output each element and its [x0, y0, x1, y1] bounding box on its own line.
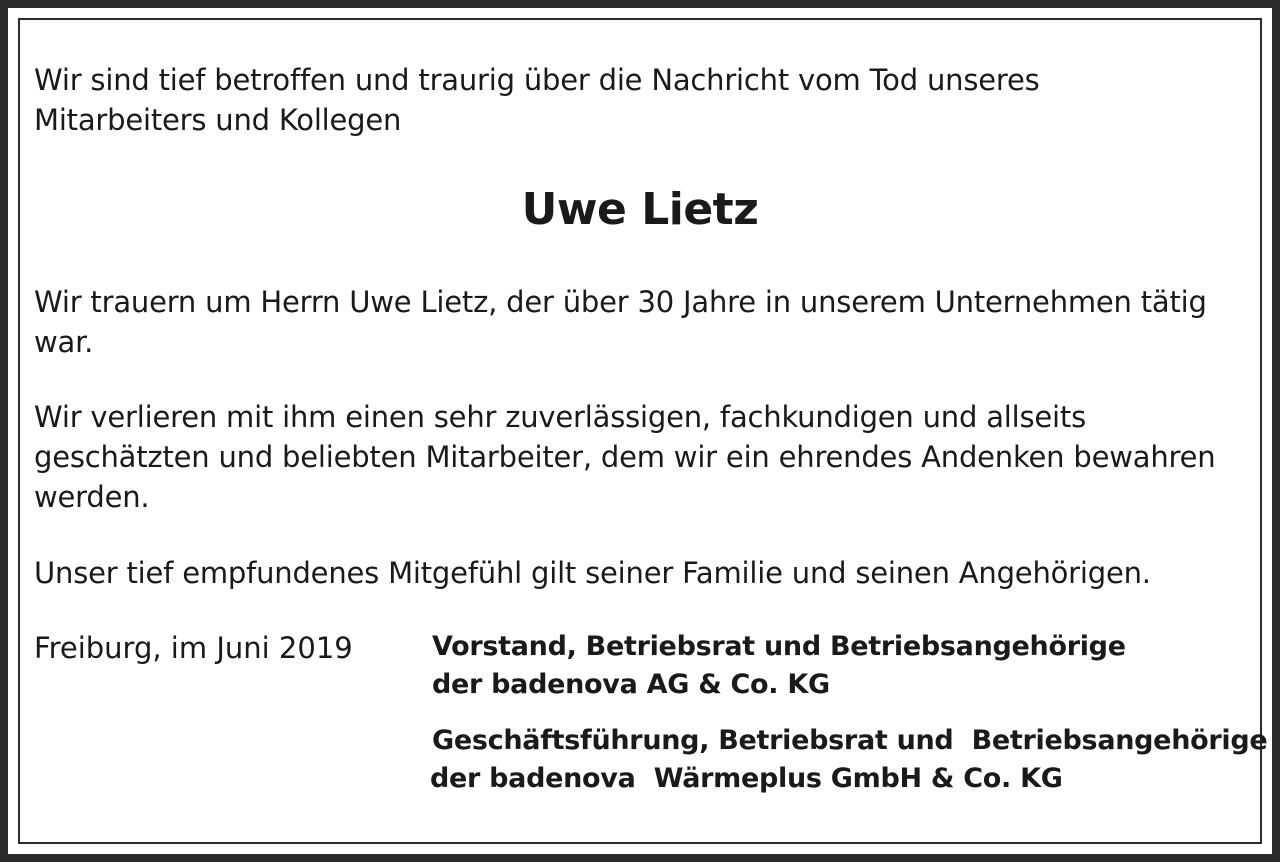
place-date: Freiburg, im Juni 2019 [34, 631, 353, 665]
paragraph-tenure [34, 282, 1259, 362]
signature-waermeplus-line-2: der badenova Wärmeplus GmbH & Co. KG [430, 763, 1063, 794]
paragraph-condolence-line-1: Unser tief empfundenes Mitgefühl gilt seiner Familie und seinen Angehörigen. [34, 556, 1151, 590]
signature-badenova-ag-line-2: der badenova AG & Co. KG [432, 669, 830, 700]
paragraph-tribute-line-2: geschätzten und beliebten Mitarbeiter, dem wir ein ehrendes Andenken bewahren [34, 440, 1216, 474]
signature-waermeplus-line-1: Geschäftsführung, Betriebsrat und Betriebsangehörige [432, 725, 1268, 756]
signature-badenova-ag [432, 628, 1262, 704]
paragraph-condolence [34, 553, 1259, 593]
paragraph-tenure-line-2: war. [34, 325, 94, 359]
intro-line-2: Mitarbeiters und Kollegen [34, 103, 402, 137]
paragraph-tribute-line-1: Wir verlieren mit ihm einen sehr zuverlässigen, fachkundigen und allseits [34, 400, 1086, 434]
paragraph-tenure-line-1: Wir trauern um Herrn Uwe Lietz, der über 30 Jahre in unserem Unternehmen tätig [34, 285, 1207, 319]
paragraph-tribute-line-3: werden. [34, 480, 150, 514]
signature-waermeplus [430, 722, 1268, 798]
intro-line-1: Wir sind tief betroffen und traurig über die Nachricht vom Tod unseres [34, 63, 1040, 97]
deceased-name: Uwe Lietz [521, 184, 759, 235]
paragraph-tribute [34, 397, 1259, 517]
intro-text [34, 60, 1254, 140]
signature-badenova-ag-line-1: Vorstand, Betriebsrat und Betriebsangehörige [432, 631, 1126, 662]
